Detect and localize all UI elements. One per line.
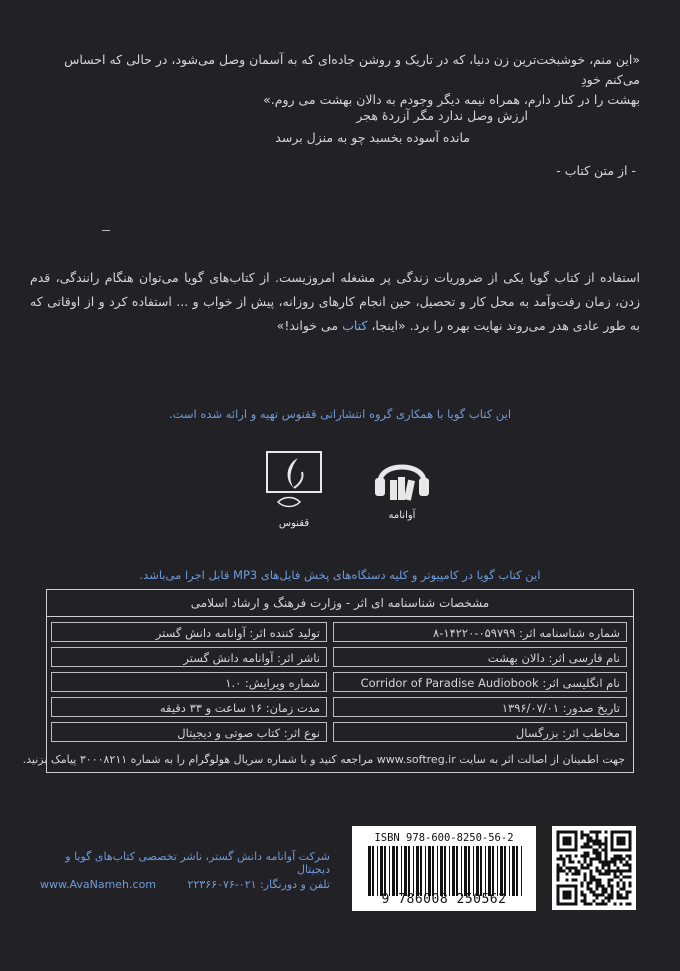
playable-note: این کتاب گویا در کامپیوتر و کلیه دستگاه‌های پخش فایل‌های MP3 قابل اجرا می‌باشد.	[139, 568, 541, 582]
poem-line-2: مانده آسوده بخسبد چو به منزل برسد	[275, 130, 470, 145]
quote-line-1: «این منم، خوشبخت‌ترین زن دنیا، که در تاریک و روشن جاده‌ای که به آسمان وصل می‌شود، در حالی که احساس می‌کنم خودِ	[64, 52, 640, 87]
divider	[102, 230, 110, 231]
headphones-books-icon	[372, 450, 432, 506]
ghoghnoos-label: ققنوس	[278, 518, 310, 529]
qr-code	[552, 826, 636, 910]
qr-code-icon	[552, 826, 636, 910]
company-contact	[40, 878, 330, 891]
id-row-5-right: مخاطب اثر: بزرگسال	[333, 722, 627, 742]
company-name: شرکت آوانامه دانش گستر، ناشر تخصصی کتاب‌های گویا و دیجیتال	[65, 850, 330, 876]
ghoghnoos-icon	[264, 450, 324, 514]
description-highlight: کتاب	[342, 318, 368, 333]
cooperation-note: این کتاب گویا با همکاری گروه انتشاراتی ققنوس تهیه و ارائه شده است.	[168, 407, 512, 421]
id-row-2-left: ناشر اثر: آوانامه دانش گستر	[51, 647, 327, 667]
description-text: استفاده از کتاب گویا یکی از ضروریات زندگی پر مشغله امروزیست. از کتاب‌های گویا می‌توان هنگام رانندگی، قدم زدن، زمان رفت‌وآمد به محل کار و تحصیل، حین انجام کارهای روزانه، پیش از خواب و ... استفاده کرد و از اوقاتی که به طور عادی هدر می‌روند نهایت بهره را برد. «اینجا،	[30, 270, 640, 333]
isbn-digits: 9 786008 250562	[381, 892, 507, 907]
audiobook-description	[30, 266, 640, 338]
company-phone: تلفن و دورنگار: ۰۲۱-۲۲۳۶۶۰۷۶	[187, 878, 330, 891]
isbn-barcode	[352, 826, 536, 911]
id-row-4-right: تاریخ صدور: ۱۳۹۶/۰۷/۰۱	[333, 697, 627, 717]
id-row-1-left: تولید کننده اثر: آوانامه دانش گستر	[51, 622, 327, 642]
book-quote	[30, 50, 640, 110]
id-row-1-right: شماره شناسنامه اثر: ۰۵۹۷۹۹-۱۴۲۲۰-۸	[333, 622, 627, 642]
id-row-3-left: شماره ویرایش: ۱.۰	[51, 672, 327, 692]
identification-table	[22, 589, 634, 773]
barcode-icon	[366, 846, 526, 896]
id-row-2-right: نام فارسی اثر: دالان بهشت	[333, 647, 627, 667]
poem-line-1: ارزش وصل ندارد مگر آزردهٔ هجر	[356, 108, 528, 123]
avaname-logo	[372, 450, 432, 522]
id-row-3-right: نام انگلیسی اثر: Corridor of Paradise Audiobook	[333, 672, 627, 692]
isbn-label: ISBN 978-600-8250-56-2	[374, 832, 514, 844]
quote-line-2: بهشت را در کنار دارم، همراه نیمه دیگر وجودم به دالان بهشت می روم.»	[263, 92, 640, 107]
authenticity-note: جهت اطمینان از اصالت اثر به سایت www.softreg.ir مراجعه کنید و با شماره سریال هولوگرام را به شماره ۳۰۰۰۸۲۱۱ پیامک بزنید.	[22, 753, 625, 766]
description-tail: می خواند!»	[276, 318, 343, 333]
id-row-4-left: مدت زمان: ۱۶ ساعت و ۳۳ دقیقه	[51, 697, 327, 717]
ghoghnoos-logo	[264, 450, 324, 529]
id-row-5-left: نوع اثر: کتاب صوتی و دیجیتال	[51, 722, 327, 742]
identification-table-header: مشخصات شناسنامه ای اثر - وزارت فرهنگ و ارشاد اسلامی	[47, 590, 633, 617]
company-website[interactable]: www.AvaNameh.com	[40, 878, 157, 891]
avaname-label: آوانامه	[388, 510, 416, 521]
quote-source: - از متن کتاب -	[556, 163, 636, 178]
